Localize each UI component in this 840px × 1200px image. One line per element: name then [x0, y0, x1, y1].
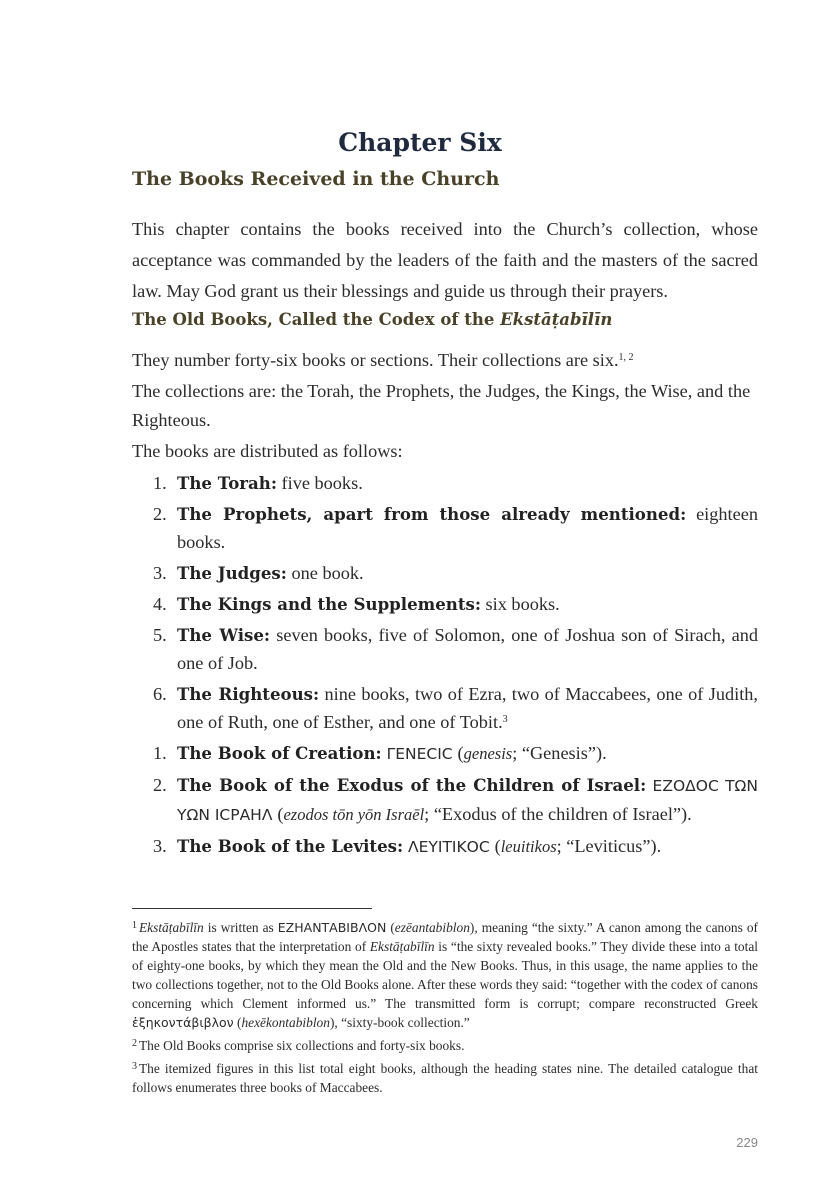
- body-text: [132, 346, 758, 864]
- list-item: [132, 771, 758, 829]
- list-text: one book.: [286, 563, 364, 583]
- fn-text: The Old Books comprise six collections and forty-six books.: [139, 1038, 465, 1053]
- footnote-mark: 1: [132, 920, 137, 931]
- list-number: 5.: [153, 625, 167, 645]
- footnote-3: [132, 1059, 758, 1097]
- subsection-heading-text: The Old Books, Called the Codex of the: [132, 310, 501, 329]
- fn-italic: hexēkontabiblon: [241, 1015, 330, 1030]
- fn-text: The itemized figures in this list total eight books, although the heading states nine. The detailed catalogue that follows enumerates three books of Maccabees.: [132, 1061, 758, 1095]
- footnote-mark: 3: [132, 1061, 137, 1072]
- paren: (: [494, 836, 501, 856]
- fn-text: ), meaning “the sixty.” A canon among the canons of the Apostles states that the interpretation of: [132, 920, 758, 954]
- list-term: The Judges:: [177, 563, 287, 583]
- transliteration: ezodos tōn yōn Israēl: [283, 805, 425, 824]
- list-term: The Wise:: [177, 625, 271, 645]
- chapter-title: Chapter Six: [338, 128, 502, 157]
- footnotes: [132, 918, 758, 1101]
- list-number: 2.: [153, 504, 167, 524]
- list-number: 3.: [153, 836, 167, 856]
- paren: (: [457, 743, 464, 763]
- paragraph-count-text: They number forty-six books or sections. Their collections are six.: [132, 350, 619, 370]
- list-number: 6.: [153, 684, 167, 704]
- books-list: [132, 739, 758, 861]
- list-item: [132, 590, 758, 618]
- list-item: [132, 739, 758, 768]
- list-term: The Kings and the Supplements:: [177, 594, 481, 614]
- fn-greek: ΕΖΗΑΝΤΑΒΙΒΛΟΝ: [277, 920, 387, 935]
- list-item: [132, 559, 758, 587]
- intro-paragraph: This chapter contains the books received into the Church’s collection, whose acceptance was commanded by the leaders of the faith and the masters of the sacred law. May God grant us their blessings and guide us through their prayers.: [132, 219, 758, 301]
- paragraph-collections: The collections are: the Torah, the Prophets, the Judges, the Kings, the Wise, and the Righteous.: [132, 381, 751, 430]
- list-term: The Book of the Levites:: [177, 836, 404, 856]
- list-text: five books.: [276, 473, 363, 493]
- list-term: The Torah:: [177, 473, 277, 493]
- list-number: 4.: [153, 594, 167, 614]
- list-item: [132, 832, 758, 861]
- paren: (: [277, 804, 284, 824]
- list-number: 1.: [153, 743, 167, 763]
- list-number: 2.: [153, 775, 167, 795]
- fn-text: (: [386, 920, 395, 935]
- subsection-heading-italic: Ekstāṭabīlīn: [500, 310, 613, 329]
- fn-italic: Ekstāṭabīlīn: [139, 920, 204, 935]
- list-number: 3.: [153, 563, 167, 583]
- fn-text: is “the sixty revealed books.” They divide these into a total of eighty-one books, by which they mean the Old and the New Books. Thus, in this usage, the name applies to the two collections together, not to the Old Books alone. After these words they said: “together with the codex of canons concerning which Clement informed us.” The transmitted form is corrupt; compare reconstructed Greek: [132, 939, 758, 1011]
- section-heading: The Books Received in the Church: [132, 168, 500, 190]
- fn-greek: ἑξηκοντάβιβλον: [132, 1015, 234, 1030]
- list-item: [132, 500, 758, 556]
- list-number: 1.: [153, 473, 167, 493]
- list-term: The Book of Creation:: [177, 743, 382, 763]
- greek-title: ΛΕΥΙΤΙΚΟC: [403, 838, 495, 856]
- list-term: The Prophets, apart from those already mentioned:: [177, 504, 687, 524]
- greek-title: ΕΖΟΔΟC ΤΩΝ ΥΩΝ ΙCΡΑΗΛ: [177, 777, 758, 824]
- page-number: 229: [736, 1135, 758, 1150]
- list-item: [132, 469, 758, 497]
- footnote-ref-3[interactable]: 3: [502, 714, 508, 725]
- collections-list: [132, 469, 758, 736]
- gloss: ; “Exodus of the children of Israel”).: [424, 804, 692, 824]
- list-text: nine books, two of Ezra, two of Maccabees, one of Judith, one of Ruth, one of Esther, and one of Tobit.: [177, 684, 758, 732]
- footnote-2: [132, 1036, 758, 1055]
- footnote-ref-1-2[interactable]: 1, 2: [618, 352, 634, 363]
- greek-title: ΓΕΝΕCΙC: [381, 745, 458, 763]
- list-text: eighteen books.: [177, 504, 758, 552]
- footnote-divider: [132, 908, 372, 909]
- list-item: [132, 621, 758, 677]
- transliteration: leuitikos: [500, 837, 557, 856]
- footnote-1: [132, 918, 758, 1032]
- paragraph-count: [132, 346, 758, 375]
- fn-italic: Ekstāṭabīlīn: [369, 939, 435, 954]
- list-item: [132, 680, 758, 736]
- list-text: seven books, five of Solomon, one of Joshua son of Sirach, and one of Job.: [177, 625, 758, 673]
- fn-italic: ezēantabiblon: [394, 920, 470, 935]
- list-term: The Righteous:: [177, 684, 320, 704]
- transliteration: genesis: [463, 744, 513, 763]
- list-term: The Book of the Exodus of the Children of Israel:: [177, 775, 647, 795]
- footnote-mark: 2: [132, 1038, 137, 1049]
- paragraph-distribution: The books are distributed as follows:: [132, 441, 403, 461]
- fn-text: is written as: [203, 920, 278, 935]
- gloss: ; “Genesis”).: [512, 743, 607, 763]
- list-text: six books.: [480, 594, 560, 614]
- gloss: ; “Leviticus”).: [556, 836, 662, 856]
- subsection-heading: [132, 310, 612, 329]
- fn-text: (: [233, 1015, 242, 1030]
- fn-text: ), “sixty-book collection.”: [329, 1015, 470, 1030]
